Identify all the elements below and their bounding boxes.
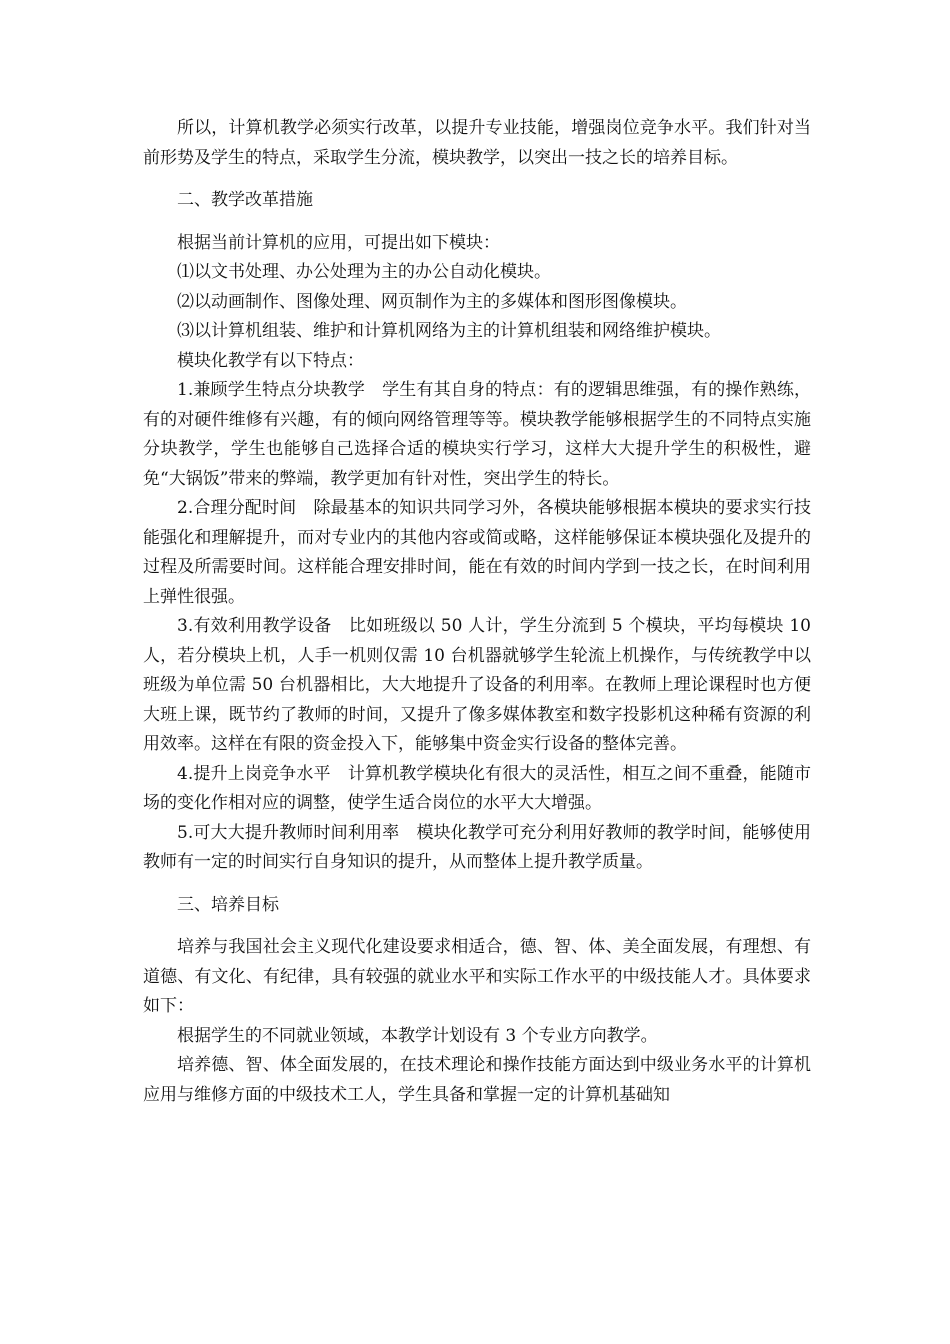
feature-paragraph-2: 2.合理分配时间 除最基本的知识共同学习外，各模块能够根据本模块的要求实行技能强化和理解提升，而对专业内的其他内容或简或略，这样能够保证本模块强化及提升的过程及所需要时间。这样能合理安排时间，能在有效的时间内学到一技之长，在时间利用上弹性很强。	[143, 498, 811, 607]
section-heading-reform-measures: 二、教学改革措施	[177, 190, 313, 210]
paragraph-directions: 根据学生的不同就业领域，本教学计划设有 3 个专业方向教学。	[177, 1025, 658, 1046]
list-item-module-2: ⑵以动画制作、图像处理、网页制作为主的多媒体和图形图像模块。	[177, 291, 687, 312]
paragraph-modules-intro: 根据当前计算机的应用，可提出如下模块：	[177, 232, 500, 253]
feature-paragraph-3: 3.有效利用教学设备 比如班级以 50 人计，学生分流到 5 个模块，平均每模块 10 人，若分模块上机，人手一机则仅需 10 台机器就够学生轮流上机操作，与传统教学中以班级为单位需 50 台机器相比，大大地提升了设备的利用率。在教师上理论课程时也方便大班上课，既节约了教师的时间，又提升了像多媒体教室和数字投影机这种稀有资源的利用效率。这样在有限的资金投入下，能够集中资金实行设备的整体完善。	[143, 616, 811, 754]
feature-paragraph-5: 5.可大大提升教师时间利用率 模块化教学可充分利用好教师的教学时间，能够使用教师有一定的时间实行自身知识的提升，从而整体上提升教学质量。	[143, 822, 811, 872]
list-item-module-3: ⑶以计算机组装、维护和计算机网络为主的计算机组装和网络维护模块。	[177, 321, 721, 341]
document-body	[143, 114, 811, 1110]
list-item-module-1: ⑴以文书处理、办公处理为主的办公自动化模块。	[177, 262, 551, 282]
paragraph-training: 培养德、智、体全面发展的，在技术理论和操作技能方面达到中级业务水平的计算机应用与维修方面的中级技术工人，学生具备和掌握一定的计算机基础知	[143, 1055, 811, 1105]
feature-paragraph-1: 1.兼顾学生特点分块教学 学生有其自身的特点：有的逻辑思维强，有的操作熟练，有的对硬件维修有兴趣，有的倾向网络管理等等。模块教学能够根据学生的不同特点实施分块教学，学生也能够自己选择合适的模块实行学习，这样大大提升学生的积极性，避免“大锅饭”带来的弊端，教学更加有针对性，突出学生的特长。	[143, 380, 811, 489]
feature-paragraph-4: 4.提升上岗竞争水平 计算机教学模块化有很大的灵活性，相互之间不重叠，能随市场的变化作相对应的调整，使学生适合岗位的水平大大增强。	[143, 763, 811, 813]
paragraph-goals: 培养与我国社会主义现代化建设要求相适合，德、智、体、美全面发展，有理想、有道德、有文化、有纪律，具有较强的就业水平和实际工作水平的中级技能人才。具体要求如下：	[143, 937, 811, 1016]
section-heading-training-goals: 三、培养目标	[177, 894, 279, 915]
intro-paragraph: 所以，计算机教学必须实行改革，以提升专业技能，增强岗位竞争水平。我们针对当前形势及学生的特点，采取学生分流，模块教学，以突出一技之长的培养目标。	[143, 118, 811, 168]
paragraph-features-intro: 模块化教学有以下特点：	[177, 350, 364, 371]
